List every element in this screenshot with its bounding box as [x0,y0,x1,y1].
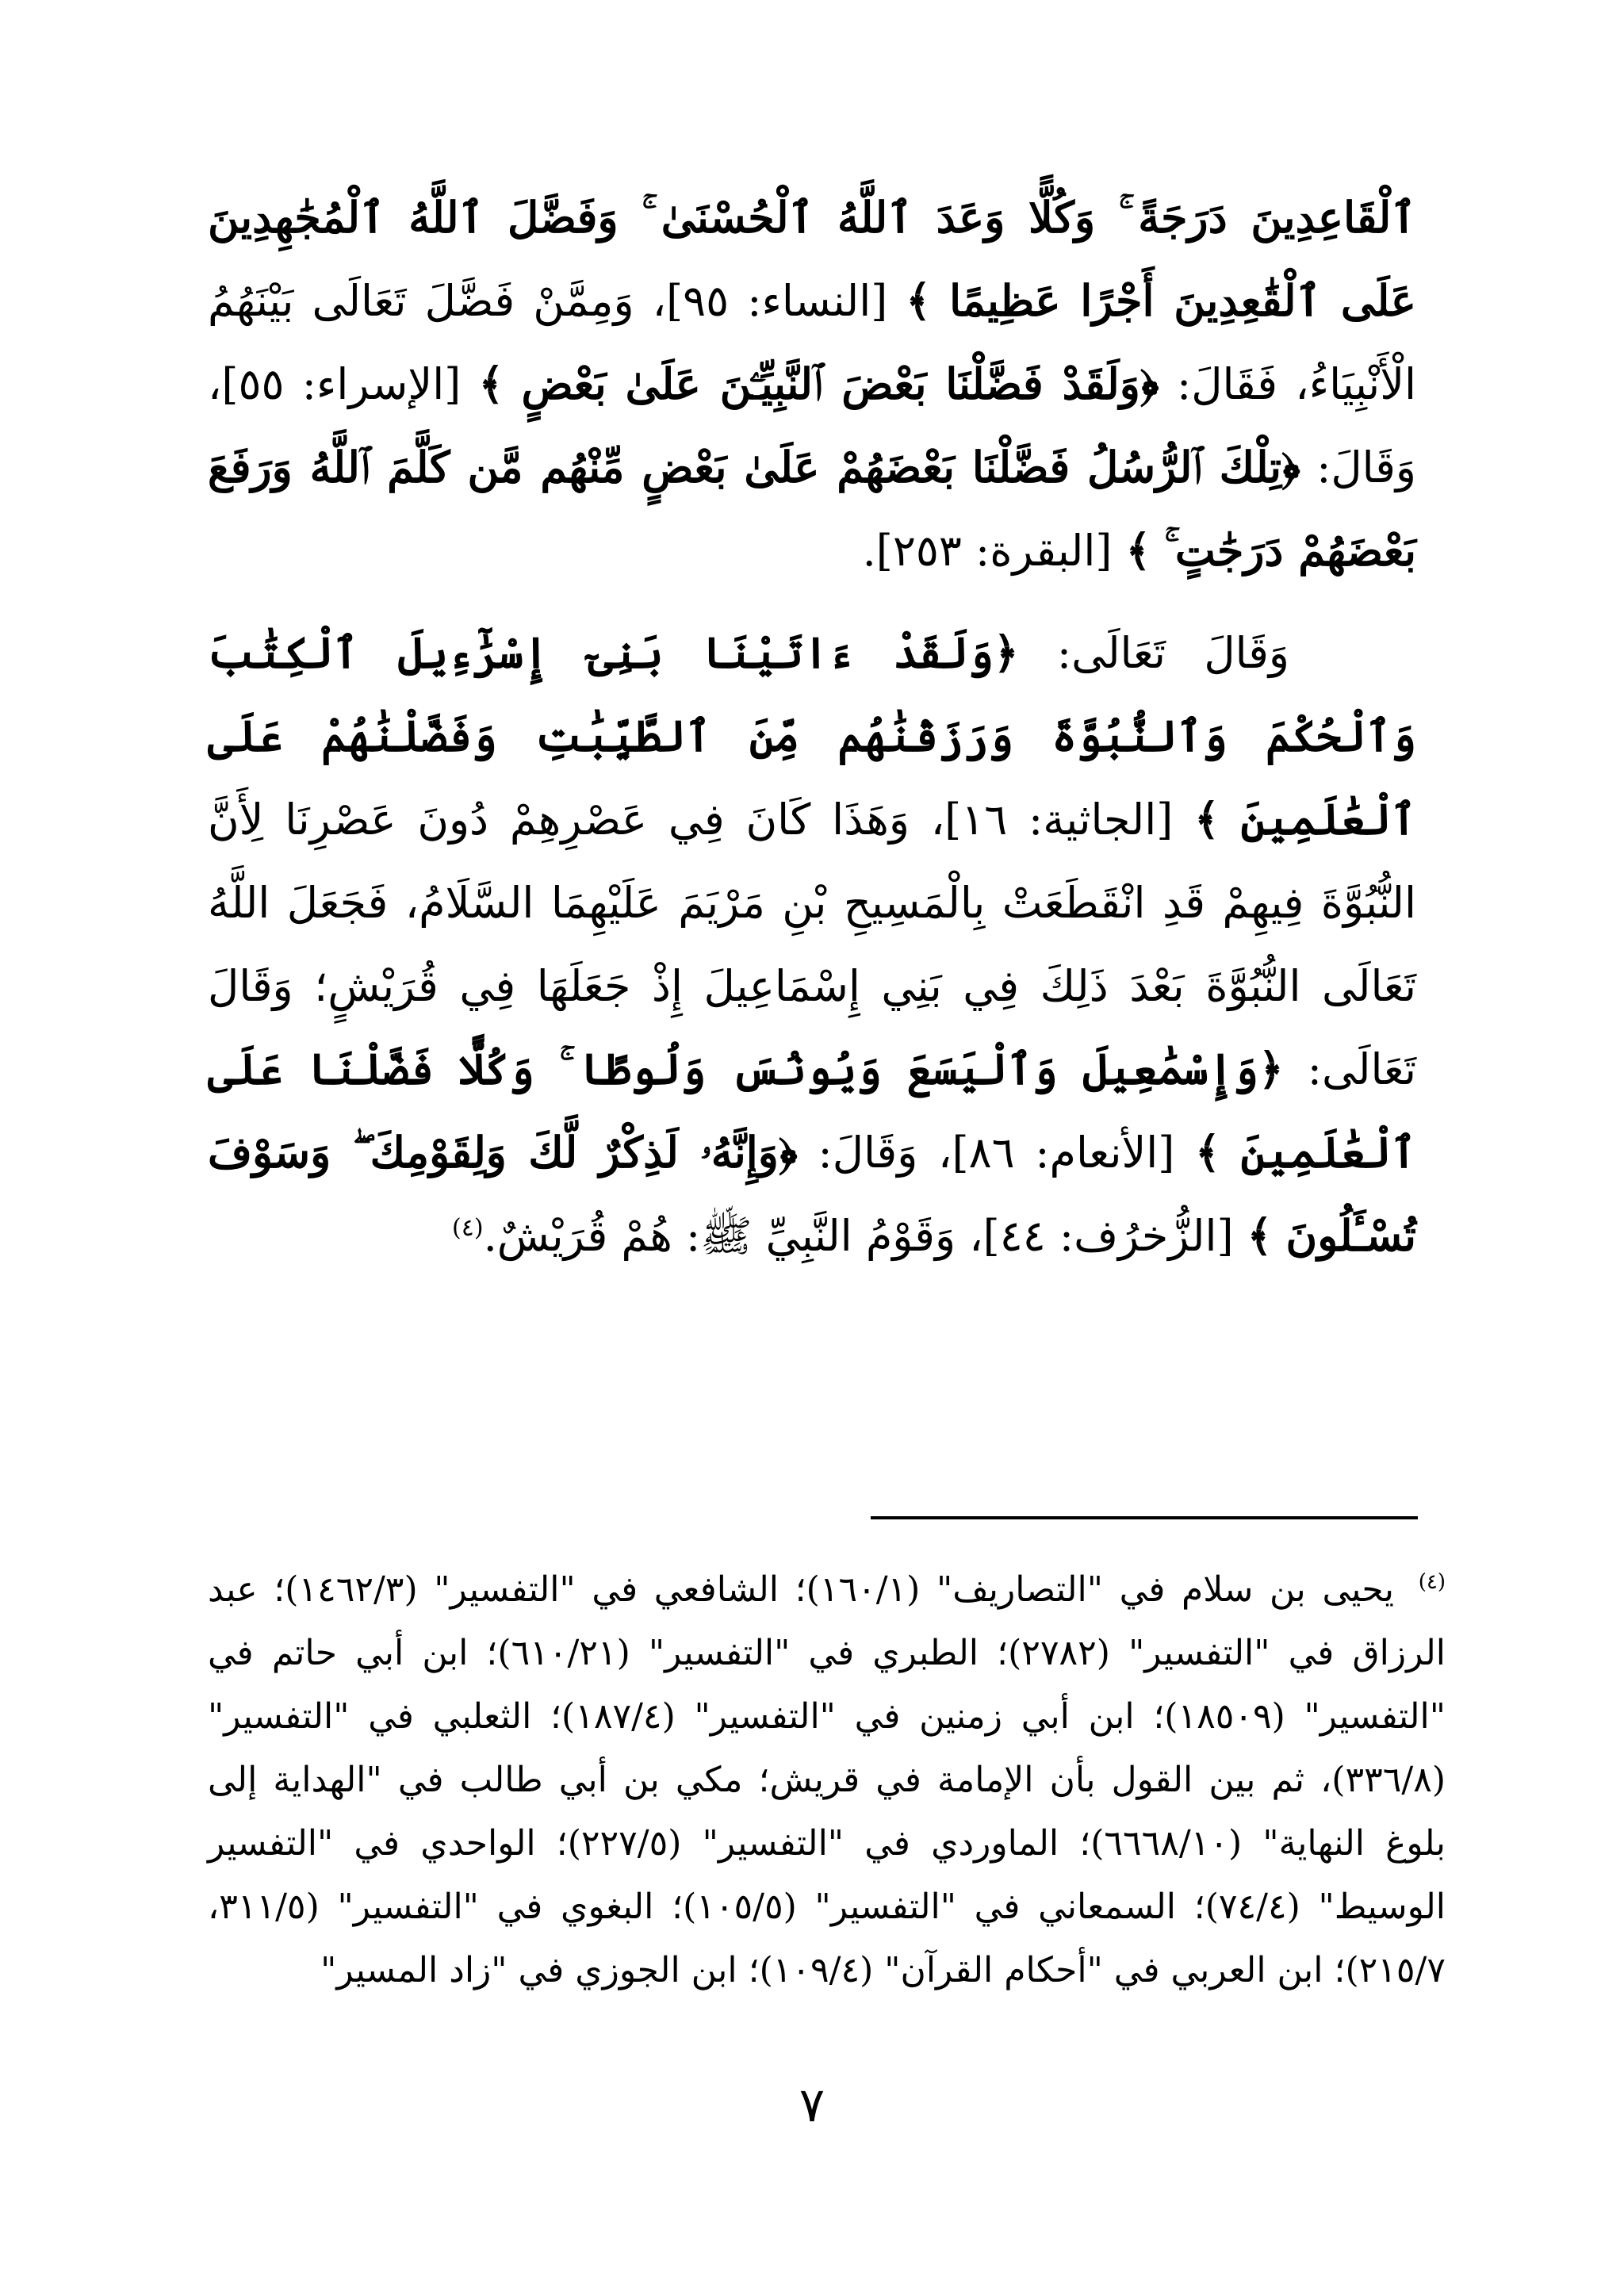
quran-bracket-close: ﴾ [1194,794,1220,845]
footnote-item [208,1558,1446,2002]
quran-verse: ٱلْقَاعِدِينَ دَرَجَةً ۚ وَكُلًّا وَعَدَ ٱللَّهُ ٱلْحُسْنَىٰ ۚ وَفَضَّلَ ٱللَّهُ ٱلْمُجَٰهِدِينَ عَلَى ٱلْقَٰعِدِينَ أَجْرًا عَظِيمًا [208,192,1416,326]
footnote-text: يحيى بن سلام في "التصاريف" (١٦٠/١)؛ الشافعي في "التفسير" (١٤٦٢/٣)؛ عبد الرزاق في "التفسير" (٢٧٨٢)؛ الطبري في "التفسير" (٦١٠/٢١)؛ ابن أبي حاتم في "التفسير" (١٨٥٠٩)؛ ابن أبي زمنين في "التفسير" (١٨٧/٤)؛ الثعلبي في "التفسير" (٣٣٦/٨)، ثم بين القول بأن الإمامة في قريش؛ مكي بن أبي طالب في "الهداية إلى بلوغ النهاية" (٦٦٦٨/١٠)؛ الماوردي في "التفسير" (٢٢٧/٥)؛ الواحدي في "التفسير الوسيط" (٧٤/٤)؛ السمعاني في "التفسير" (١٠٥/٥)؛ البغوي في "التفسير" (٣١١/٥، ٢١٥/٧)؛ ابن العربي في "أحكام القرآن" (١٠٩/٤)؛ ابن الجوزي في "زاد المسير" [208,1569,1446,1990]
main-text [208,176,1416,1297]
quran-verse: وَلَقَدْ ءَاتَيْنَا بَنِىٓ إِسْرَٰٓءِيلَ ٱلْكِتَٰبَ وَٱلْحُكْمَ وَٱلنُّبُوَّةَ وَرَزَقْنَٰهُم مِّنَ ٱلطَّيِّبَٰتِ وَفَضَّلْنَٰهُمْ عَلَى ٱلْعَٰلَمِينَ [208,627,1417,845]
verse-reference: [الأنعام: ٨٦]، وَقَالَ: [818,1128,1175,1178]
verse-reference: [الإسراء: ٥٥]، وَقَالَ: [208,359,1416,492]
footnote-separator [871,1516,1418,1519]
verse-reference: [البقرة: ٢٥٣]. [862,526,1113,576]
quran-bracket-open: ﴿ [1139,358,1159,409]
body-text: [الجاثية: ١٦]، وَهَذَا كَانَ فِي عَصْرِهِمْ دُونَ عَصْرِنَا لِأَنَّ النُّبُوَّةَ فِيهِمْ قَدِ انْقَطَعَتْ بِالْمَسِيحِ بْنِ مَرْيَمَ عَلَيْهِمَا السَّلَامُ، فَجَعَلَ اللَّهُ تَعَالَى النُّبُوَّةَ بَعْدَ ذَلِكَ فِي بَنِي إِسْمَاعِيلَ إِذْ جَعَلَهَا فِي قُرَيْشٍ؛ وَقَالَ تَعَالَى: [208,795,1416,1094]
quran-bracket-open: ﴿ [778,1127,798,1178]
quran-bracket-open: ﴿ [1258,1044,1284,1094]
paragraph-1 [208,176,1416,592]
quran-bracket-open: ﴿ [1281,442,1300,492]
quran-bracket-close: ﴾ [1125,525,1151,576]
paragraph-2 [208,611,1416,1278]
footnote-marker[interactable]: (٤) [452,1214,484,1242]
quran-bracket-close: ﴾ [906,275,932,326]
page-number: ٧ [799,2078,825,2133]
quran-verse: تِلْكَ ٱلرُّسُلُ فَضَّلْنَا بَعْضَهُمْ عَلَىٰ بَعْضٍ مِّنْهُم مَّن كَلَّمَ ٱللَّهُ وَرَفَعَ بَعْضَهُمْ دَرَجَٰتٍ ۚ [208,442,1416,576]
quran-bracket-close: ﴾ [478,358,504,409]
quran-verse: وَإِسْمَٰعِيلَ وَٱلْيَسَعَ وَيُونُسَ وَلُوطًا ۚ وَكُلًّا فَضَّلْنَا عَلَى ٱلْعَٰلَمِينَ [208,1044,1417,1178]
body-text: [الزُّخرُف: ٤٤]، وَقَوْمُ النَّبِيِّ ﷺ: هُمْ قُرَيْشٌ. [483,1211,1234,1261]
quran-verse: وَلَقَدْ فَضَّلْنَا بَعْضَ ٱلنَّبِيِّـۧنَ عَلَىٰ بَعْضٍ [521,358,1140,409]
verse-reference: [النساء: ٩٥]، وَمِمَّنْ فَضَّلَ تَعَالَى بَيْنَهُمُ الْأَنْبِيَاءُ، فَقَالَ: [208,276,1417,409]
quran-verse: وَإِنَّهُۥ لَذِكْرٌ لَّكَ وَلِقَوْمِكَ ۖ وَسَوْفَ تُسْـَٔلُونَ [208,1127,1416,1261]
footnote-number: (٤) [1418,1570,1446,1595]
paragraph-lead: وَقَالَ تَعَالَى: [1056,628,1289,678]
quran-bracket-open: ﴿ [993,627,1019,678]
footnotes [208,1558,1446,2002]
quran-bracket-close: ﴾ [1247,1210,1273,1261]
quran-bracket-close: ﴾ [1195,1127,1220,1178]
